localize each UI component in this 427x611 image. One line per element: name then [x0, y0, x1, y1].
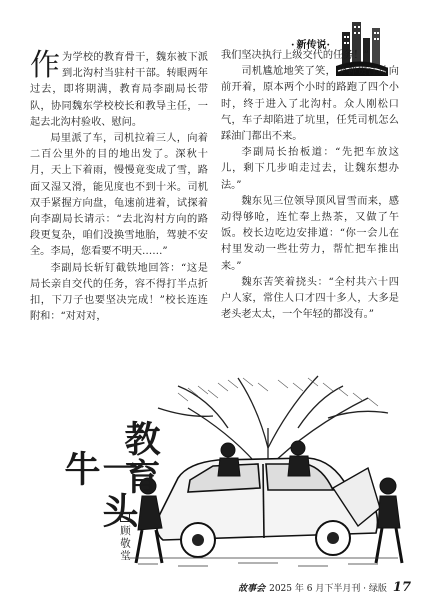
issue-info: 2025 年 6 月下半月刊 · 绿版 — [269, 584, 387, 594]
article-title-line-2: 一头牛 — [59, 450, 138, 534]
article-paragraph: 司机尴尬地笑了笑，全神贯注地向前开着，原本两个小时的路跑了四个小时，终于进入了北沟村。众人刚松口气，车子却陷进了坑里，任凭司机怎么踩油门都出不来。 — [221, 66, 399, 143]
author-byline — [118, 512, 133, 563]
article-paragraph: 我们坚决执行上级交代的任务！” — [221, 50, 369, 61]
article-paragraph: 李副局长抬板道：“先把车放这儿，剩下几步咱走过去，让魏东想办法。” — [221, 147, 399, 191]
article-paragraph: 作为学校的教育骨干，魏东被下派到北沟村当驻村干部。转眼两年过去，即将期满，教育局李副局长带队，协同魏东学校校长和教导主任，一起去北沟村验收、慰问。 — [30, 48, 208, 128]
article-paragraph: 李副局长斩钉截铁地回答：“这是局长亲自交代的任务，容不得打半点折扣，下刀子也要坚决完成！”校长连连附和：“对对对， — [30, 262, 208, 323]
publication-name: 故事会 — [238, 584, 266, 594]
car-pushing-illustration — [118, 368, 408, 578]
byline-box-icon — [120, 512, 130, 522]
article-title-block — [30, 420, 160, 570]
article-right-column — [221, 48, 399, 323]
article-left-column — [30, 50, 208, 325]
drop-cap: 作 — [30, 48, 60, 83]
section-label: · 新传说· — [291, 40, 330, 51]
section-label-text: 新传说 — [296, 40, 327, 51]
page-footer — [238, 580, 411, 595]
author-name: 顾敬堂 — [119, 525, 131, 563]
article-paragraph: 魏东见三位领导顶风冒雪而来，感动得够呛，连忙奉上热茶，又做了午饭。校长边吃边安排道：“你一会儿在村里发动一些壮劳力，帮忙把车推出来。” — [221, 195, 399, 272]
page-number: 17 — [392, 580, 411, 595]
article-paragraph: 局里派了车，司机拉着三人，向着二百公里外的目的地出发了。深秋十月，天上下着雨，慢慢竟变成了雪，路面又湿又滑，能见度也不到十米。司机双手紧握方向盘，龟速前进着，试探着向李副局长请示：“去北沟村方向的路段更复杂，咱们没换雪地胎，驾驶不安全。李局，您看要不明天……” — [30, 133, 208, 258]
article-paragraph: 魏东苦笑着挠头：“全村共六十四户人家，常住人口才四十多人，大多是老头老太太，一个年轻的都没有。” — [221, 276, 399, 321]
article-title-line-1: 教育 — [119, 420, 160, 496]
